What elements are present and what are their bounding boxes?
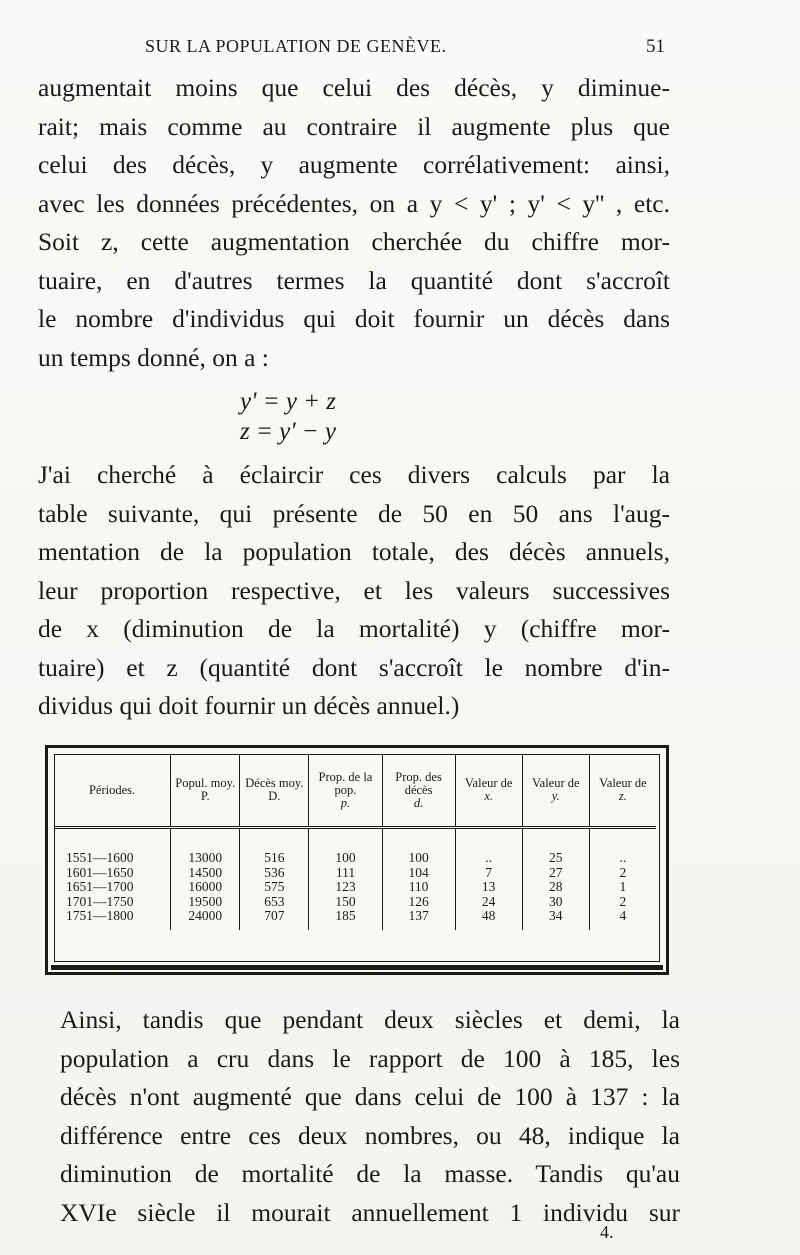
header-sublabel: x. [484,789,494,803]
cell-prop-population: 185 [309,909,382,930]
cell-value-z: 2 [619,893,627,909]
text-line: augmentait moins que celui des décès, y diminue- [38,73,670,102]
header-deaths [240,754,309,828]
text-line: celui des décès, y augmente corrélativement: ainsi, [38,150,670,179]
cell-value-x: .. [455,828,522,866]
cell-population: 24000 [171,909,240,930]
text-line: rait; mais comme au contraire il augmente plus que [38,111,670,141]
header-label: Valeur de [532,776,580,790]
running-head [145,36,665,66]
text-line: XVIe siècle il mourait annuellement 1 individu sur [60,1197,680,1227]
cell-deaths: 575 [240,880,309,895]
table-row [54,909,656,930]
population-table [54,754,656,930]
header-value-y [522,754,589,828]
cell-deaths: 653 [240,895,309,910]
table-bottom-rule [51,965,663,970]
cell-population: 16000 [171,880,240,895]
cell-period: 1651—1700 [54,880,171,895]
page-number: 51 [646,36,665,57]
cell-prop-deaths: 137 [382,909,455,930]
text-line: diminution de mortalité de la masse. Tandis qu'au [60,1159,680,1188]
cell-value-x: 7 [455,866,522,881]
cell-prop-deaths: 104 [382,866,455,881]
text-line: décès n'ont augmenté que dans celui de 100 à 137 : la [60,1082,680,1111]
cell-value-z: 2 [619,864,627,880]
cell-value-x: 48 [455,909,522,930]
text-line: dividus qui doit fournir un décès annuel.) [38,691,460,720]
signature-mark: 4. [600,1222,614,1242]
text-line: le nombre d'individus qui doit fournir un décès dans [38,304,670,333]
header-label: Prop. de la pop. [318,769,373,797]
cell-value-z: .. [619,850,627,865]
header-label: Prop. des décès [395,769,442,797]
cell-value-y: 25 [522,828,589,866]
cell-prop-deaths: 126 [382,895,455,910]
header-label: Périodes. [89,782,136,797]
cell-prop-population: 150 [309,895,382,910]
cell-population: 14500 [171,866,240,881]
header-value-x [455,754,522,828]
header-label: Valeur de [464,776,513,790]
header-prop-population [309,754,382,828]
header-label: Valeur de [599,776,647,790]
table-row [54,880,656,895]
cell-deaths: 707 [240,909,309,930]
header-population [171,754,240,828]
table-row [54,828,656,866]
formula-line-2: z = y' − y [240,418,337,445]
cell-value-y: 28 [522,880,589,895]
cell-value-y: 27 [522,866,589,881]
paragraph-3 [60,1001,680,1232]
text-line: différence entre ces deux nombres, ou 48, indique la [60,1120,680,1150]
text-line: Ainsi, tandis que pendant deux siècles et demi, la [60,1005,680,1034]
header-sublabel: d. [413,795,424,810]
text-line: leur proportion respective, et les valeurs successives [38,575,670,605]
cell-population: 19500 [171,895,240,910]
cell-deaths: 536 [240,866,309,881]
cell-value-y: 34 [522,909,589,930]
text-line: population a cru dans le rapport de 100 à 185, les [60,1043,680,1073]
header-periods [54,754,171,828]
cell-value-y: 30 [522,895,589,910]
header-sublabel: p. [340,795,351,810]
table-row [54,895,656,910]
cell-value-x: 24 [455,895,522,910]
cell-prop-deaths: 110 [382,880,455,895]
cell-period: 1701—1750 [54,895,171,910]
cell-value-z: 1 [619,879,627,894]
text-line: mentation de la population totale, des décès annuels, [38,537,670,566]
text-line: de x (diminution de la mortalité) y (chiffre mor- [38,614,670,643]
data-table-frame [45,745,669,975]
cell-period: 1751—1800 [54,909,171,930]
running-title: SUR LA POPULATION DE GENÈVE. [145,36,447,56]
cell-prop-population: 123 [309,880,382,895]
cell-deaths: 516 [240,828,309,866]
header-value-z [589,754,656,828]
text-line: un temps donné, on a : [38,342,269,372]
cell-value-x: 13 [455,880,522,895]
paragraph-2 [38,456,670,726]
text-line: Soit z, cette augmentation cherchée du chiffre mor- [38,227,670,256]
text-line: tuaire) et z (quantité dont s'accroît le nombre d'in- [38,652,670,682]
cell-prop-population: 100 [309,828,382,866]
text-line: tuaire, en d'autres termes la quantité dont s'accroît [38,265,670,295]
formula-line-1: y' = y + z [240,388,337,415]
cell-period: 1601—1650 [54,866,171,881]
header-label: Popul. moy. P. [175,776,236,803]
header-prop-deaths [382,754,455,828]
text-line: avec les données précédentes, on a y < y' ; y' < y'' , etc. [38,188,670,218]
cell-prop-population: 111 [309,866,382,881]
cell-value-z: 4 [619,908,627,923]
header-sublabel: y. [551,789,560,803]
table-row [54,866,656,881]
cell-prop-deaths: 100 [382,828,455,866]
text-line: J'ai cherché à éclaircir ces divers calculs par la [38,460,670,489]
cell-period: 1551—1600 [54,828,171,866]
text-line: table suivante, qui présente de 50 en 50 ans l'aug- [38,498,670,528]
header-label: Décès moy. D. [245,776,304,803]
paragraph-1 [38,69,670,377]
table-header-row [54,754,656,828]
cell-population: 13000 [171,828,240,866]
header-sublabel: z. [618,789,627,803]
